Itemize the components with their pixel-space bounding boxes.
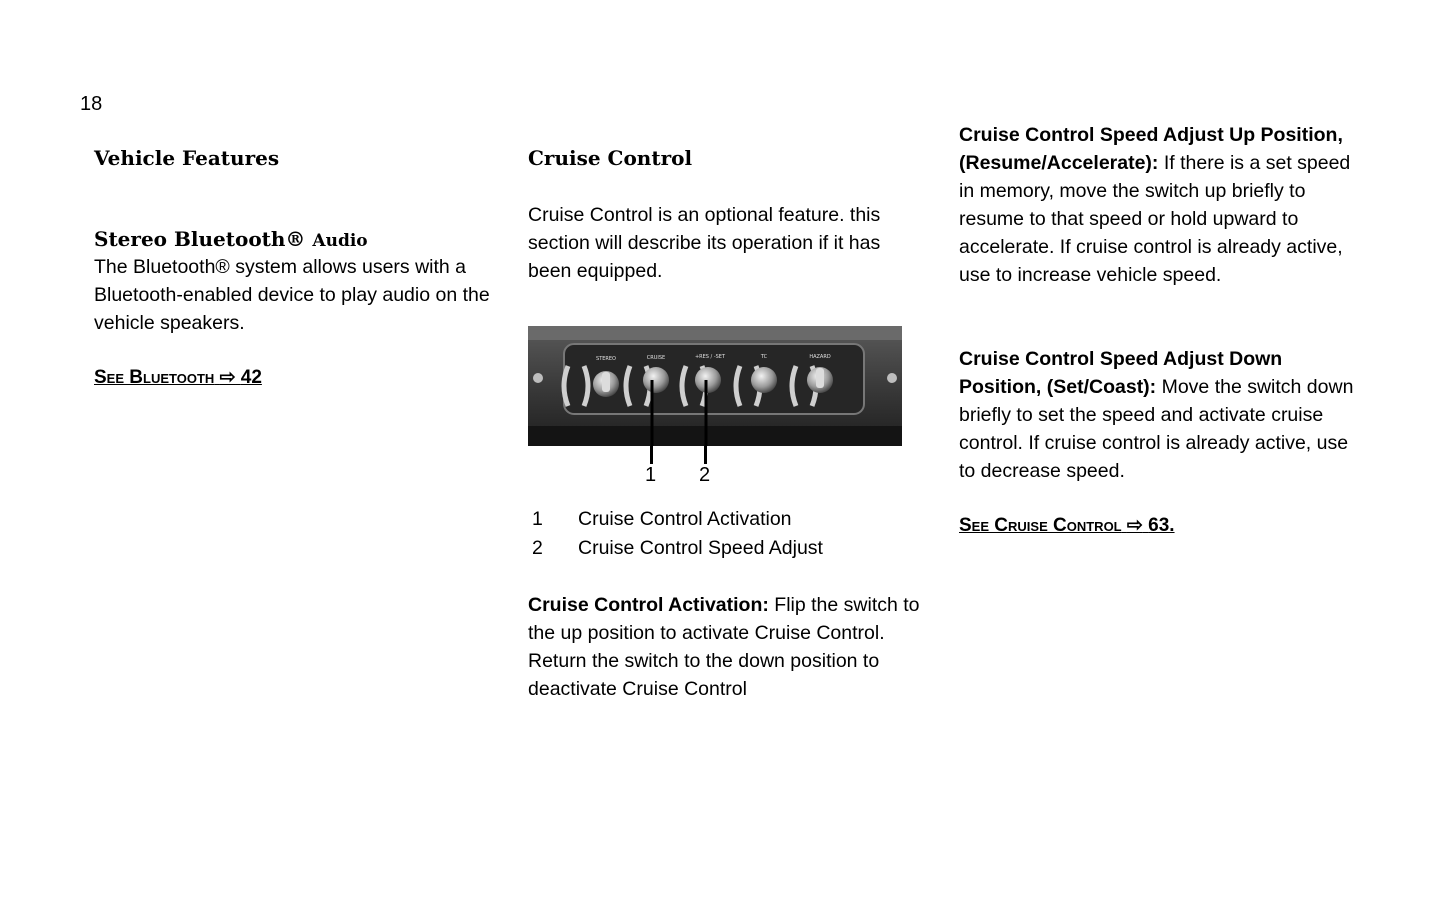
see-bluetooth-text: See Bluetooth xyxy=(94,367,215,388)
see-bluetooth-page: 42 xyxy=(240,367,262,388)
speed-adjust-up-paragraph xyxy=(959,121,1359,289)
section-title-vehicle-features: Vehicle Features xyxy=(94,146,280,170)
bluetooth-paragraph: The Bluetooth® system allows users with a Bluetooth-enabled device to play audio on the vehicle speakers. xyxy=(94,256,490,334)
section-title-cruise-control: Cruise Control xyxy=(528,146,693,170)
switch-panel-photo xyxy=(528,326,902,446)
legend-number: 2 xyxy=(532,537,543,559)
switch-label-stereo: STEREO xyxy=(596,356,616,362)
callout-number-1: 1 xyxy=(645,464,657,486)
legend-label: Cruise Control Speed Adjust xyxy=(578,537,823,559)
speed-adjust-down-paragraph xyxy=(959,345,1359,485)
switch-label-cruise: CRUISE xyxy=(646,355,666,361)
switch-label-hazard: HAZARD xyxy=(809,354,831,360)
legend-label: Cruise Control Activation xyxy=(578,508,792,530)
speed-adjust-down-text: Move the switch down briefly to set the speed and activate cruise control. If cruise control is already active, use to decrease speed. xyxy=(959,376,1354,482)
legend-number: 1 xyxy=(532,508,543,530)
arrow-right-icon: ⇨ xyxy=(1126,515,1143,536)
legend-row xyxy=(528,508,928,531)
activation-paragraph xyxy=(528,591,923,703)
see-bluetooth-link[interactable] xyxy=(94,366,504,389)
callout-line-1 xyxy=(650,446,653,464)
switch-label-res-set: +RES / -SET xyxy=(694,354,726,360)
speed-adjust-up-label: Cruise Control Speed Adjust Up Position, (Resume/Accelerate): xyxy=(959,124,1343,174)
callout-line-2 xyxy=(704,446,707,464)
subsection-title-main: Stereo Bluetooth® xyxy=(94,227,306,251)
activation-text: Flip the switch to the up position to activate Cruise Control. Return the switch to the down position to deactivate Cruise Control xyxy=(528,594,920,700)
switch-label-tc: TC xyxy=(760,354,768,360)
see-cruise-control-link[interactable] xyxy=(959,514,1369,537)
cruise-intro-paragraph: Cruise Control is an optional feature. this section will describe its operation if it has been equipped. xyxy=(528,204,881,282)
arrow-right-icon: ⇨ xyxy=(219,367,236,388)
page-number: 18 xyxy=(80,93,103,115)
activation-label: Cruise Control Activation: xyxy=(528,594,769,616)
legend-row xyxy=(528,537,928,560)
speed-adjust-up-text: If there is a set speed in memory, move the switch up briefly to resume to that speed or hold upward to accelerate. If cruise control is already active, use to increase vehicle speed. xyxy=(959,152,1351,286)
see-cruise-control-page: 63. xyxy=(1148,515,1175,536)
see-cruise-control-text: See Cruise Control xyxy=(959,515,1122,536)
callout-number-2: 2 xyxy=(699,464,711,486)
subsection-title-suffix: Audio xyxy=(312,231,368,251)
subsection-title-bluetooth xyxy=(94,227,504,251)
speed-adjust-down-label: Cruise Control Speed Adjust Down Position, (Set/Coast): xyxy=(959,348,1283,398)
